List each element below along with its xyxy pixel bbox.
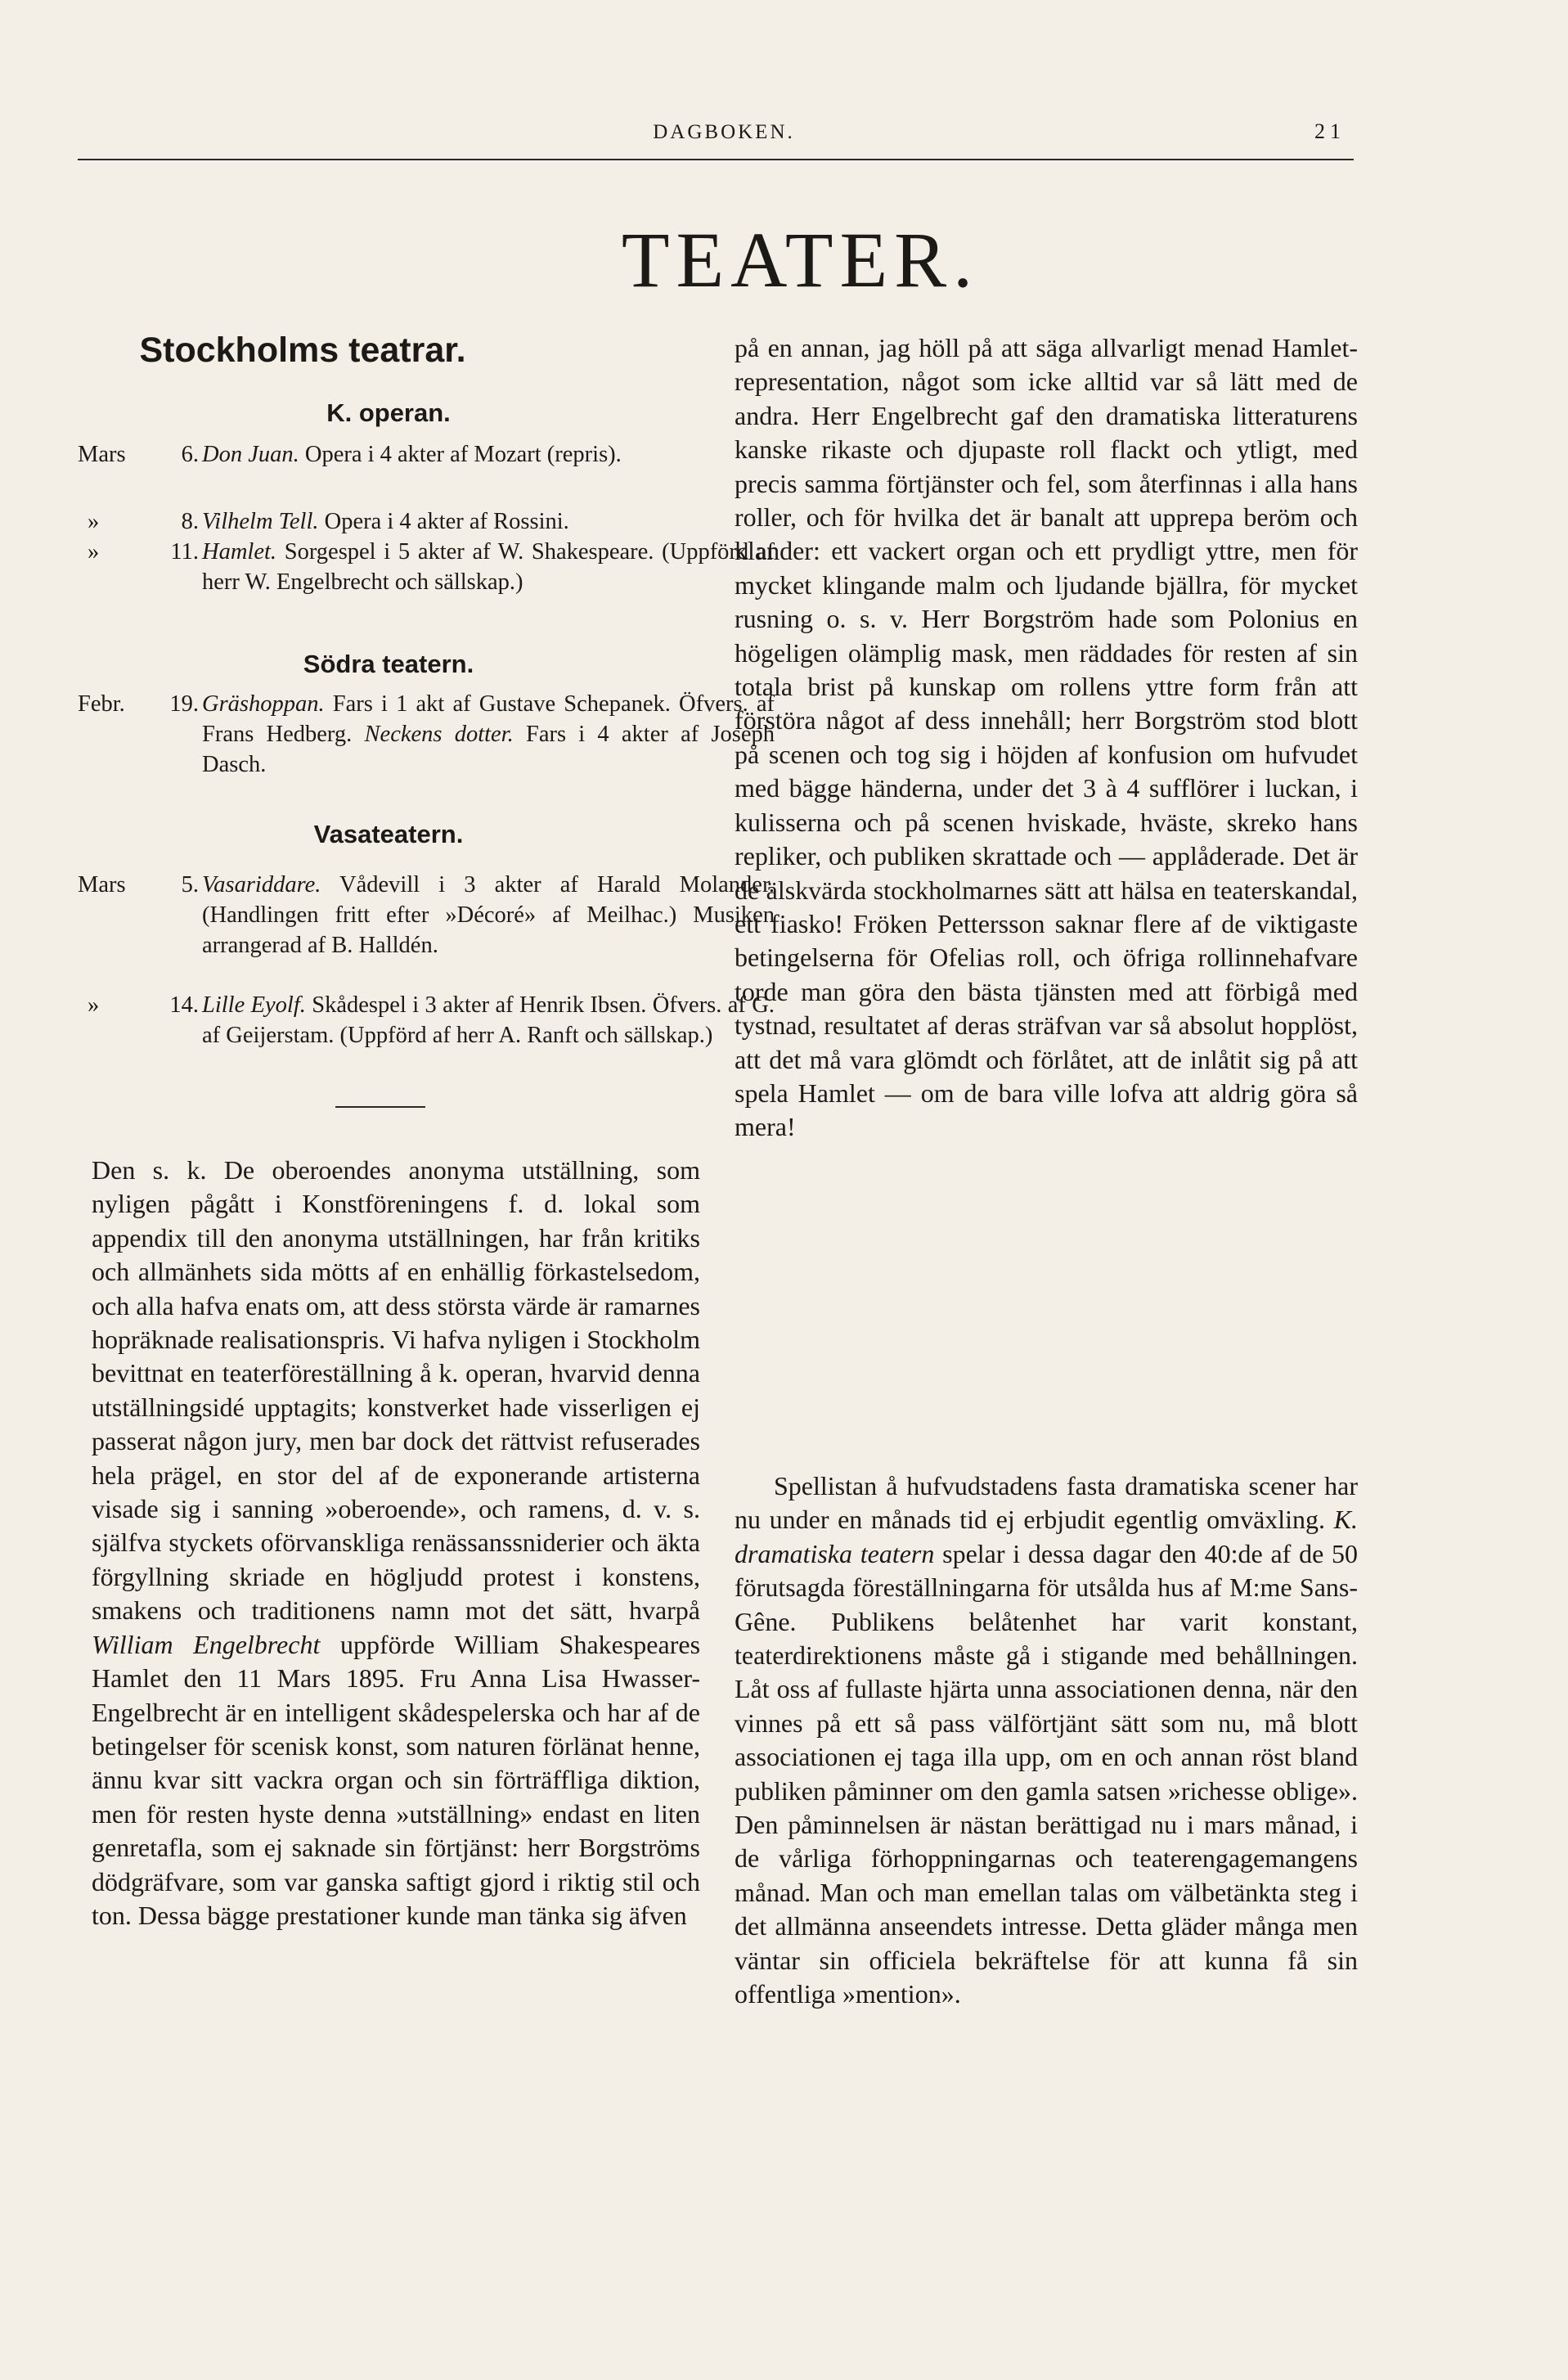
theatre-heading: Stockholms teatrar. <box>139 331 466 370</box>
listing-entry <box>78 537 775 635</box>
entry-day: 6. <box>181 442 199 467</box>
play-title: Don Juan. <box>202 442 299 467</box>
body-paragraph: på en annan, jag höll på att säga allvarligt menad Hamlet-representation, något som icke alltid var så lätt med de andra. Herr Engelbrecht gaf den dramatiska litteraturens kanske rikaste och djupaste roll flackt och ytligt, med precis samma förtjänster och fel, som återfinnas i alla hans roller, och för hvilka det är banalt att upprepa beröm och klander: ett vackert organ och ett prydligt yttre, men för mycket klingande malm och ljudande bjällra, för mycket rusning o. s. v. Herr Borgström hade som Polonius en högeligen olämplig mask, men räddades för resten af sin totala brist på kunskap om rollens yttre form från att förstöra något af dess innehåll; herr Borgström stod blott på scenen och tog sig i höjden af konfusion om hufvudet med bägge händerna, under det 3 à 4 sufflörer i luckan, i kulisserna och på scenen hviskade, hväste, skreko hans repliker, och publiken skrattade och — applåderade. Det är de älskvärda stockholmarnes sätt att hälsa en teaterskandal, ett fiasko! Fröken Pettersson saknar flere af de viktigaste betingelserna för Ofelias roll, och öfriga rollinnehafvare torde man göra den bästa tjänsten med att förbigå med tystnad, resultatet af deras sträfvan var så absolut hopplöst, att det må vara glömdt och förlåtet, att de inlåtit sig på att spela Hamlet — om de bara ville lofva att aldrig göra så mera! <box>735 333 1358 1142</box>
play-description: Opera i 4 akter af Mozart (repris). <box>304 442 622 467</box>
venue-heading-operan: K. operan. <box>326 398 451 427</box>
listing-entry <box>78 870 775 1001</box>
page-number: 21 <box>1314 119 1346 143</box>
running-title: DAGBOKEN. <box>653 121 795 143</box>
entry-text <box>202 689 775 780</box>
italic-name: William Engelbrecht <box>92 1629 321 1659</box>
paragraph-text: Den s. k. De oberoendes anonyma utställning, som nyligen pågått i Konstföreningens f. d. lokal som appendix till den anonyma utställningen, har från kritiks och allmänhets sida mötts af en enhällig förkastelsedom, och alla hafva enats om, att dess största värde är ramarnes hopräknade realisationspris. Vi hafva nyligen i Stockholm bevittnat en teaterföreställning å k. operan, hvarvid denna utställningsidé upptagits; konstverket hade visserligen ej passerat någon jury, men bar dock det rättvist refuserades hela prägel, en stor del af de exponerande artisterna visade sig i sanning »oberoende», och ramens, d. v. s. själfva styckets oförvanskliga renässanssniderier och äkta förgyllning skriade en högljudd protest i konstens, smakens och traditionens namn mot det sätt, hvarpå <box>92 1155 700 1626</box>
listing-entry <box>78 506 699 539</box>
play-title: Vasariddare. <box>202 872 321 898</box>
listing-entry <box>78 439 699 505</box>
section-divider <box>335 1106 425 1108</box>
venue-heading-vasa: Vasateatern. <box>313 820 464 848</box>
entry-day: 8. <box>181 509 199 534</box>
entry-month: » <box>88 539 100 565</box>
play-description: Fars i 1 akt af Gustave Schepanek. Öfvers. af Frans Hedberg. <box>202 691 775 747</box>
running-head <box>78 97 1354 160</box>
body-paragraph <box>735 1469 1358 2012</box>
entry-day: 19. <box>169 691 199 717</box>
play-description: Vådevill i 3 akter af Harald Molander. (Handlingen fritt efter »Décoré» af Meilhac.) Musiken arrangerad af B. Halldén. <box>202 872 775 958</box>
paragraph-text: Spellistan å hufvudstadens fasta dramatiska scener har nu under en månads tid ej erbjudit egentlig omväxling. <box>735 1471 1358 1535</box>
play-description: Fars i 4 akter af Joseph Dasch. <box>202 722 775 777</box>
entry-text <box>202 537 775 597</box>
entry-day: 5. <box>181 872 199 898</box>
entry-month: Mars <box>78 442 126 467</box>
section-title: TEATER. <box>621 216 980 304</box>
listing-entry <box>78 689 775 820</box>
play-title: Neckens dotter. <box>364 722 514 747</box>
entry-text <box>202 990 775 1051</box>
entry-day: 14. <box>169 992 199 1018</box>
entry-text <box>202 439 775 470</box>
listing-entry <box>78 990 775 1096</box>
paragraph-text: uppförde William Shakespeares Hamlet den 11 Mars 1895. Fru Anna Lisa Hwasser-Engelbrecht är en intelligent skådespelerska och har af de betingelser för scenisk konst, som naturen förlänat henne, ännu kvar sitt vackra organ och sin förträffliga diktion, men för resten hyste denna »utställning» endast en liten genretafla, som ej saknade sin förtjänst: herr Borgströms dödgräfvare, som var ganska saftigt gjord i riktig stil och ton. Dessa bägge prestationer kunde man tänka sig äfven <box>92 1629 701 1930</box>
entry-text <box>202 506 775 537</box>
entry-month: Mars <box>78 872 126 898</box>
play-title: Vilhelm Tell. <box>202 509 319 534</box>
play-description: Opera i 4 akter af Rossini. <box>324 509 569 534</box>
play-description: Sorgespel i 5 akter af W. Shakespeare. (Uppförd af herr W. Engelbrecht och sällskap.) <box>202 539 775 595</box>
body-paragraph <box>92 1154 700 1932</box>
entry-day: 11. <box>170 539 199 565</box>
entry-month: Febr. <box>78 691 125 717</box>
play-title: Hamlet. <box>202 539 277 565</box>
entry-text <box>202 870 775 961</box>
play-description: Skådespel i 3 akter af Henrik Ibsen. Öfvers. af G. af Geijerstam. (Uppförd af herr A. Ranft och sällskap.) <box>202 992 775 1048</box>
play-title: Lille Eyolf. <box>202 992 306 1018</box>
play-title: Gräshoppan. <box>202 691 325 717</box>
venue-heading-sodra: Södra teatern. <box>303 650 474 678</box>
italic-name: K. dramatiska teatern <box>735 1505 1358 1568</box>
paragraph-text: spelar i dessa dagar den 40:de af de 50 förutsagda föreställningarna för utsålda hus af M:me Sans-Gêne. Publikens belåtenhet har varit konstant, teaterdirektionens måste gå i stigande med behållningen. Låt oss af fullaste hjärta unna associationen denna, när den vinnes på ett så pass välförtjänt sätt som nu, må blott associationen ej taga illa upp, om en och annan röst bland publiken påminner om den gamla satsen »richesse oblige». Den påminnelsen är nästan berättigad nu i mars månad, i de vårliga förhoppningarnas och teaterengagemangens månad. Man och man emellan talas om välbetänkta steg i det allmänna anseendets intresse. Detta gläder många men väntar sin officiela bekräftelse för att kunna få sin offentliga »mention». <box>735 1538 1359 2009</box>
entry-month: » <box>88 992 100 1018</box>
entry-month: » <box>88 509 100 534</box>
